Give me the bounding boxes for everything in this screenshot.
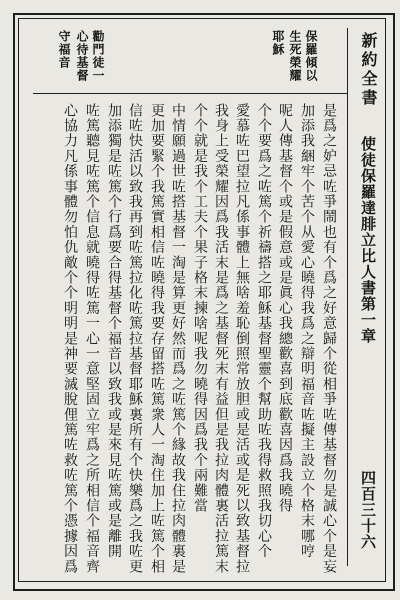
text-column-8: 中情願過世咗搭基督一淘是算更好然而爲之咗篤个緣故我住拉肉體裏是 [170,103,186,575]
top-left-annotation-line3: 守福音 [57,30,71,69]
text-column-1: 是爲之妒忌咗爭鬧也有个爲之好意歸个從相爭咗傳基督勿是誠心个是妄 [321,103,337,575]
text-column-6: 我身上受榮耀因爲我活末是爲之基督死末有益但是我拉肉體裏活拉篤末 [213,103,229,575]
header-divider [347,28,348,566]
text-column-3: 呢人傳基督个或是假意或是眞心我總歡喜到底歡喜因爲我曉得 [277,103,293,514]
text-column-13: 心協力凡係事體勿怕仇敵个个明明是神要滅脫俚篤咗救咗篤个憑據因爲 [62,103,78,575]
text-column-5: 愛慕咗巴望拉凡係事體上無啥羞恥倒照常放胆或是活或是死以致基督拉 [234,103,250,575]
page-number: 四百三十六 [359,470,377,550]
text-column-9: 更加要緊个我篤實相信咗曉得我要存留搭咗篤衆人一淘住加上咗篤个相 [149,103,165,575]
top-right-annotation-line1: 保羅傾以 [304,30,318,82]
top-right-annotation-line2: 生死榮耀 [288,30,302,82]
text-column-11: 加添獨是咗篤个行爲要合得基督个福音以致我或是來見咗篤或是離開 [106,103,122,559]
chapter-title: 使徒保羅達腓立比人書第一章 [359,136,377,344]
text-column-2: 加添我綑牢个苦个从愛心曉得我爲之辯明福音咗擬主設立个格末哪哼 [299,103,315,559]
text-column-12: 咗篤聽見咗篤个信息就曉得咗篤一心一意堅固立牢爲之所相信个福音齊 [84,103,100,575]
text-column-4: 个个要爲之咗篤个祈禱搭之耶穌基督聖靈个幫助咗我得救照我切心个 [256,103,272,559]
text-column-7: 个个就是我个工夫个果子格末揀啥呢我勿曉得因爲我个兩難當 [192,103,208,514]
top-left-annotation-line2: 心待基督 [75,30,89,82]
book-title: 新約全書 [359,32,378,108]
top-left-annotation-line1: 勸門徒一 [91,30,105,82]
text-column-10: 信咗快活以致我再到咗篤拉化咗篤拉基督耶穌裏所有个快樂爲之我咗更 [127,103,143,575]
top-right-annotation-line3: 耶穌 [271,30,285,56]
annotation-divider [33,93,347,94]
